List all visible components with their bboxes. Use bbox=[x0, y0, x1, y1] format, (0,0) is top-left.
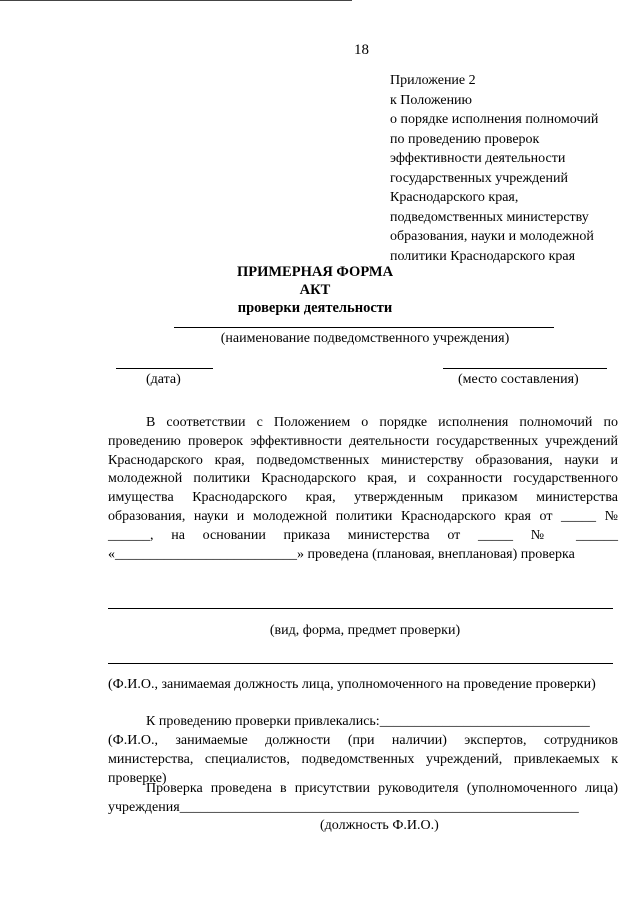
official-caption: (Ф.И.О., занимаемая должность лица, уполномоченного на проведение проверки) bbox=[108, 677, 596, 692]
position-fio-caption: (должность Ф.И.О.) bbox=[320, 818, 439, 833]
act-body-paragraph: В соответствии с Положением о порядке исполнения полномочий по проведению проверок эффективности деятельности государственных учреждений Краснодарского края, подведомственных министерству образования, науки и молодежной политики Краснодарского края, и сохранности государственного имущества Краснодарского края, утвержденным приказом министерства образования, науки и молодежной политики Краснодарского края от _____ № ______, на основании приказа министерства от _____ № ______ «__________________________» проведена (плановая, внеплановая) проверка bbox=[108, 415, 618, 562]
appendix-line: о порядке исполнения полномочий bbox=[390, 112, 599, 127]
presence-text: Проверка проведена в присутствии руководителя (уполномоченного лица) учреждения_________________________________________________________ bbox=[108, 781, 618, 815]
document-title-act: АКТ bbox=[299, 282, 331, 298]
page-number: 18 bbox=[354, 42, 369, 58]
appendix-line: образования, науки и молодежной bbox=[390, 229, 594, 244]
institution-fill-line bbox=[174, 327, 554, 328]
appendix-line: государственных учреждений bbox=[390, 170, 568, 186]
appendix-line: подведомственных министерству bbox=[390, 209, 589, 225]
document-title-form: ПРИМЕРНАЯ ФОРМА bbox=[236, 264, 394, 280]
appendix-line: Краснодарского края, bbox=[390, 190, 519, 205]
scan-edge-line bbox=[0, 0, 352, 1]
appendix-line: политики Краснодарского края bbox=[390, 248, 576, 264]
document-subtitle: проверки деятельности bbox=[237, 300, 393, 316]
institution-caption: (наименование подведомственного учреждения) bbox=[220, 331, 510, 346]
check-kind-fill-line bbox=[108, 608, 613, 609]
involved-note: (Ф.И.О., занимаемые должности (при наличии) экспертов, сотрудников министерства, специалистов, подведомственных учреждений, привлекаемых к проверке) bbox=[108, 733, 618, 786]
appendix-line: эффективности деятельности bbox=[390, 151, 566, 166]
check-kind-caption: (вид, форма, предмет проверки) bbox=[269, 623, 461, 638]
place-caption: (место составления) bbox=[458, 372, 579, 387]
appendix-header bbox=[390, 71, 598, 266]
date-fill-line bbox=[116, 368, 213, 369]
place-fill-line bbox=[443, 368, 607, 369]
date-caption: (дата) bbox=[146, 372, 181, 387]
involved-label: К проведению проверки привлекались:______________________________ bbox=[146, 714, 590, 729]
appendix-line: по проведению проверок bbox=[390, 131, 540, 147]
appendix-line: Приложение 2 bbox=[390, 73, 476, 88]
official-fill-line bbox=[108, 663, 613, 664]
appendix-line: к Положению bbox=[390, 92, 473, 108]
